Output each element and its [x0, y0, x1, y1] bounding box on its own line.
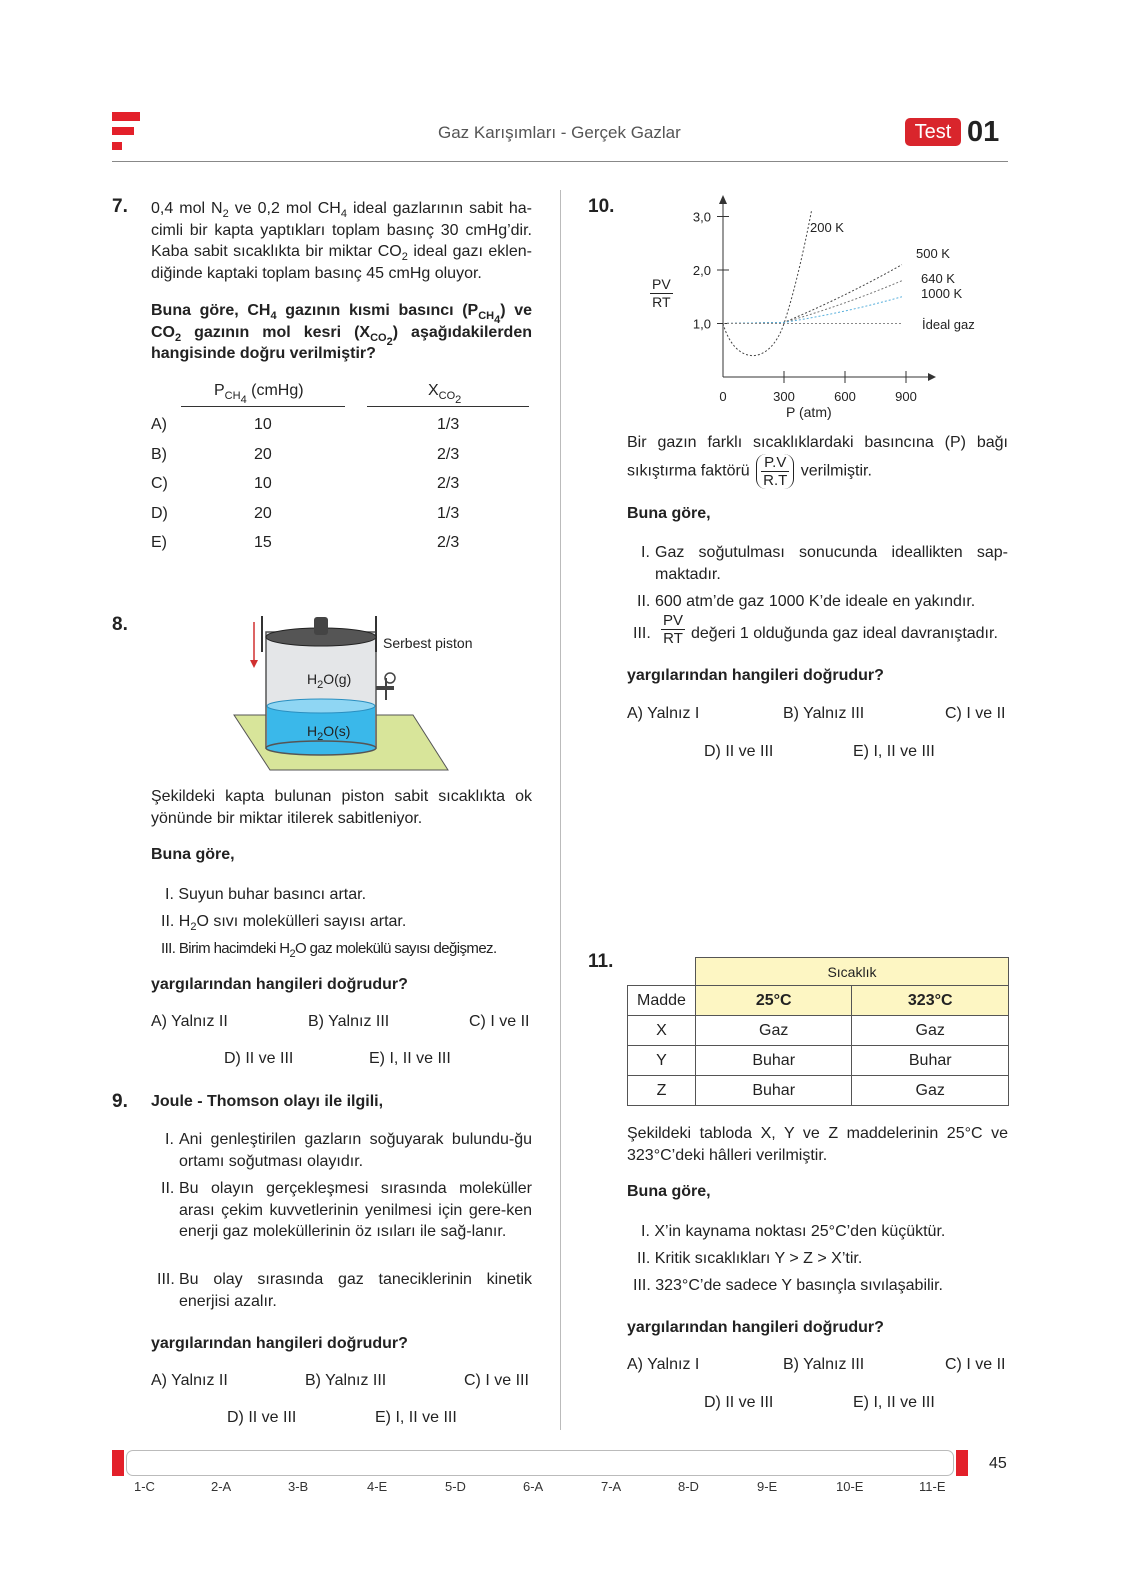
q9-item-3: [151, 1269, 532, 1312]
q7-question: Buna göre, $CH_4$ gazının kısmi basıncı $(P_{CH_4})$ ve $CO_2$ gazının mol kesri $(X_{CO_2})$ aşağıdakilerden hangisinde doğru verilmiştir?: [151, 302, 533, 362]
q7-option-pressure: 10: [254, 475, 272, 492]
q11-item-3-text: 323°C’de sadece Y basınçla sıvılaşabilir.: [655, 1277, 943, 1294]
q11-table-group-row: [628, 958, 1009, 986]
q11-item-1: [641, 1221, 945, 1243]
q10-item-2-text: 600 atm’de gaz 1000 K’de ideale en yakındır.: [655, 593, 976, 610]
q8-item: II. $H_2O$ sıvı molekülleri sayısı artar.: [161, 913, 407, 933]
q11-col-madde: Madde: [628, 986, 696, 1016]
q11-option-d[interactable]: D) II ve III: [704, 1394, 774, 1411]
push-arrow-head: [250, 660, 258, 668]
series-line: [723, 206, 812, 356]
q7-option-molfraction: 1/3: [437, 416, 460, 433]
x-tick-label: 900: [895, 389, 917, 404]
page-number: 45: [989, 1455, 1007, 1472]
series-label: İdeal gaz: [922, 317, 975, 332]
x-tick-label: 300: [773, 389, 795, 404]
q11-header-group: Sıcaklık: [695, 958, 1008, 986]
q11-item-1-num: I.: [641, 1223, 650, 1240]
q7-col1-header: $P_{CH_4}$ (cmHg): [214, 382, 304, 406]
y-tick-label: 2,0: [692, 263, 711, 278]
q9-option-d[interactable]: D) II ve III: [227, 1409, 297, 1426]
footer-red-left: [112, 1450, 124, 1476]
q8-question: yargılarından hangileri doğrudur?: [151, 976, 408, 993]
q7-header-rule-2: [367, 406, 529, 407]
series-label: 640 K: [921, 271, 955, 286]
q8-option-b[interactable]: B) Yalnız III: [308, 1013, 390, 1030]
q8-item: I. Suyun buhar basıncı artar.: [165, 886, 367, 903]
footer-answer-item: 9-E: [757, 1479, 778, 1494]
q10-text-after: verilmiştir.: [800, 462, 872, 480]
q11-item-2-num: II.: [637, 1250, 651, 1267]
q10-option-a[interactable]: A) Yalnız I: [627, 705, 700, 722]
q9-item-2-num: II.: [161, 1180, 175, 1197]
footer-answer-item: 4-E: [367, 1479, 388, 1494]
cylinder-bottom: [266, 741, 376, 755]
q7-text: 0,4 mol $N_2$ ve 0,2 mol $CH_4$ ideal gazlarının sabit ha-cimli bir kapta yaptıkları toplam basınç 30 cmHg’dir. Kaba sabit sıcaklıkta bir miktar $CO_2$ ideal gazı eklen-diğinde kaptaki toplam basınç 45 cmHg oluyor.: [151, 200, 533, 282]
q9-item-3-text: Bu olay sırasında gaz taneciklerinin kinetik enerjisi azalır.: [179, 1271, 532, 1310]
q9-option-a[interactable]: A) Yalnız II: [151, 1372, 228, 1389]
q7-option-molfraction: 1/3: [437, 504, 460, 522]
q11-cell-madde: Z: [628, 1076, 696, 1106]
test-number: 01: [967, 116, 1000, 148]
q9-option-b[interactable]: B) Yalnız III: [305, 1372, 387, 1389]
footer-answer-item: 8-D: [678, 1479, 699, 1494]
footer-answer-item: 6-A: [523, 1479, 544, 1494]
q10-item-1-num: I.: [641, 544, 650, 561]
q11-cell-323: Buhar: [852, 1046, 1009, 1076]
q9-option-c[interactable]: C) I ve III: [464, 1372, 529, 1389]
piston-rod: [314, 617, 328, 635]
q11-col-323: 323°C: [852, 986, 1009, 1016]
piston-apparatus-figure: [228, 612, 528, 777]
q10-item-1: [627, 542, 1008, 585]
q7-option-molfraction: 2/3: [437, 534, 460, 551]
q11-number: 11.: [588, 951, 614, 972]
q8-option-c[interactable]: C) I ve II: [469, 1013, 530, 1030]
q9-title: Joule - Thomson olayı ile ilgili,: [151, 1093, 384, 1110]
q10-item-2: [627, 591, 1008, 613]
q11-item-3-num: III.: [633, 1277, 651, 1294]
q9-item-2: [151, 1178, 532, 1243]
q10-option-e[interactable]: E) I, II ve III: [853, 743, 935, 760]
q11-table-row: [628, 1046, 1009, 1076]
q10-frac-wrap: [756, 454, 794, 489]
q8-number: 8.: [112, 614, 128, 635]
q8-text: Şekildeki kapta bulunan piston sabit sıcaklıkta ok yönünde bir miktar itilerek sabitleniyor.: [151, 788, 532, 827]
footer-answer-item: 3-B: [288, 1479, 309, 1494]
footer-answer-bar: [126, 1450, 954, 1476]
q7-option-molfraction: 2/3: [437, 445, 460, 463]
q8-option-d[interactable]: D) II ve III: [224, 1050, 294, 1067]
q7-option-label[interactable]: C): [151, 475, 168, 492]
y-axis-arrow: [719, 195, 727, 204]
chart-xlabel: P (atm): [786, 404, 832, 420]
q7-option-pressure: 20: [254, 445, 272, 463]
q10-text-before: Bir gazın farklı sıcaklıklardaki basıncına (P) bağı sıkıştırma faktörü: [627, 434, 1008, 480]
q7-option-pressure: 20: [254, 504, 272, 522]
q10-item-3-frac: [661, 612, 685, 647]
x-axis-arrow: [928, 373, 936, 381]
chart-ylabel-num: PV: [652, 276, 671, 292]
q11-option-e[interactable]: E) I, II ve III: [853, 1394, 935, 1411]
q11-cell-madde: Y: [628, 1046, 696, 1076]
chart-ylabel-den: RT: [652, 294, 671, 310]
series-line: [723, 265, 902, 324]
q10-item-3-text: değeri 1 olduğunda gaz ideal davranıştadır.: [691, 625, 998, 642]
test-badge: [905, 118, 961, 146]
q11-item-2-text: Kritik sıcaklıkları Y > Z > X’tir.: [654, 1250, 863, 1267]
q9-question: yargılarından hangileri doğrudur?: [151, 1335, 408, 1352]
chart-ylabel: [650, 276, 673, 311]
q10-number: 10.: [588, 196, 615, 217]
q9-item-1-num: I.: [165, 1131, 174, 1148]
q10-option-d[interactable]: D) II ve III: [704, 743, 774, 760]
q9-item-1: [151, 1129, 532, 1172]
x-tick-label: 0: [719, 389, 727, 404]
q10-option-c[interactable]: C) I ve II: [945, 705, 1006, 722]
header-rule: [112, 161, 1008, 162]
q7-option-label[interactable]: B): [151, 445, 167, 463]
series-label: 1000 K: [921, 286, 963, 301]
q7-option-label[interactable]: D): [151, 504, 168, 522]
q9-number: 9.: [112, 1091, 128, 1112]
test-label: Test: [914, 121, 952, 143]
q8-item: III. Birim hacimdeki $H_2O$ gaz molekülü sayısı değişmez.: [161, 940, 497, 960]
q11-cell-25: Gaz: [695, 1016, 852, 1046]
series-label: 500 K: [916, 246, 950, 261]
q11-col-25: 25°C: [695, 986, 852, 1016]
footer-answer-item: 1-C: [134, 1479, 155, 1494]
q10-item-1-text: Gaz soğutulması sonucunda ideallikten sap-maktadır.: [655, 544, 1008, 583]
q11-cell-madde: X: [628, 1016, 696, 1046]
footer-red-right: [956, 1450, 968, 1476]
q7-option-molfraction: 2/3: [437, 475, 460, 492]
q11-option-c[interactable]: C) I ve II: [945, 1356, 1006, 1373]
q10-buna-gore: Buna göre,: [627, 505, 711, 522]
q10-frac-den: R.T: [763, 471, 788, 489]
q11-buna-gore: Buna göre,: [627, 1183, 711, 1200]
q8-buna-gore: Buna göre,: [151, 846, 235, 863]
q9-item-1-text: Ani genleştirilen gazların soğuyarak bulundu-ğu ortamı soğutması olayıdır.: [179, 1131, 532, 1170]
q7-option-pressure: 15: [254, 534, 272, 551]
q10-frac-num: P.V: [761, 454, 789, 472]
footer-answer-item: 10-E: [836, 1479, 864, 1494]
q11-option-a[interactable]: A) Yalnız I: [627, 1356, 700, 1373]
q10-item-2-num: II.: [637, 593, 651, 610]
q10-item3-frac-den: RT: [663, 630, 683, 647]
water-surface: [267, 699, 375, 713]
q10-option-b[interactable]: B) Yalnız III: [783, 705, 865, 722]
q7-option-label[interactable]: A): [151, 416, 167, 433]
q11-table: [627, 957, 1009, 1106]
q9-item-3-num: III.: [157, 1271, 175, 1288]
x-tick-label: 600: [834, 389, 856, 404]
q10-question: yargılarından hangileri doğrudur?: [627, 667, 884, 684]
q11-item-2: [637, 1248, 862, 1270]
footer-answer-item: 5-D: [445, 1479, 466, 1494]
q11-option-b[interactable]: B) Yalnız III: [783, 1356, 865, 1373]
q8-option-e[interactable]: E) I, II ve III: [369, 1050, 451, 1067]
q11-cell-25: Buhar: [695, 1076, 852, 1106]
series-line: [723, 297, 902, 324]
y-tick-label: 1,0: [692, 316, 711, 332]
q11-table-header-row: [628, 986, 1009, 1016]
footer-answer-item: 11-E: [919, 1479, 946, 1494]
q11-empty-cell: [628, 958, 696, 986]
q11-cell-323: Gaz: [852, 1016, 1009, 1046]
q7-col2-header: $X_{CO_2}$: [428, 382, 462, 406]
footer-answer-item: 7-A: [601, 1479, 622, 1494]
q7-option-pressure: 10: [254, 416, 272, 433]
q9-option-e[interactable]: E) I, II ve III: [375, 1409, 457, 1426]
q11-table-row: [628, 1016, 1009, 1046]
q10-item3-frac-num: PV: [663, 612, 684, 629]
q11-item-1-text: X’in kaynama noktası 25°C’den küçüktür.: [654, 1223, 946, 1240]
series-label: 200 K: [810, 220, 844, 235]
compressibility-chart: [680, 190, 1010, 405]
footer-answer-item: 2-A: [211, 1479, 232, 1494]
q10-text: [627, 432, 1008, 489]
q9-item-2-text: Bu olayın gerçekleşmesi sırasında moleküller arası çekim kuvvetlerinin yenilmesi için gere-ken enerji gaz moleküllerinin öz ısıları ile sağ-lanır.: [179, 1180, 532, 1240]
liquid-label: $H_2O(s)$: [307, 723, 351, 743]
column-divider: [560, 190, 561, 1430]
q11-cell-25: Buhar: [695, 1046, 852, 1076]
q11-table-row: [628, 1076, 1009, 1106]
q8-option-a[interactable]: A) Yalnız II: [151, 1013, 228, 1030]
q11-question: yargılarından hangileri doğrudur?: [627, 1319, 884, 1336]
q7-header-rule-1: [181, 406, 345, 407]
q7-number: 7.: [112, 196, 128, 217]
q11-text: Şekildeki tabloda X, Y ve Z maddelerinin 25°C ve 323°C’deki hâlleri verilmiştir.: [627, 1125, 1008, 1164]
q11-cell-323: Gaz: [852, 1076, 1009, 1106]
gas-label: $H_2O(g)$: [307, 671, 352, 691]
piston-label: Serbest piston: [383, 635, 473, 651]
header-title: Gaz Karışımları - Gerçek Gazlar: [438, 123, 681, 142]
q7-option-label[interactable]: E): [151, 534, 167, 551]
q10-item-3-num: III.: [633, 625, 651, 642]
q11-item-3: [633, 1275, 943, 1297]
y-tick-label: 3,0: [692, 209, 711, 225]
